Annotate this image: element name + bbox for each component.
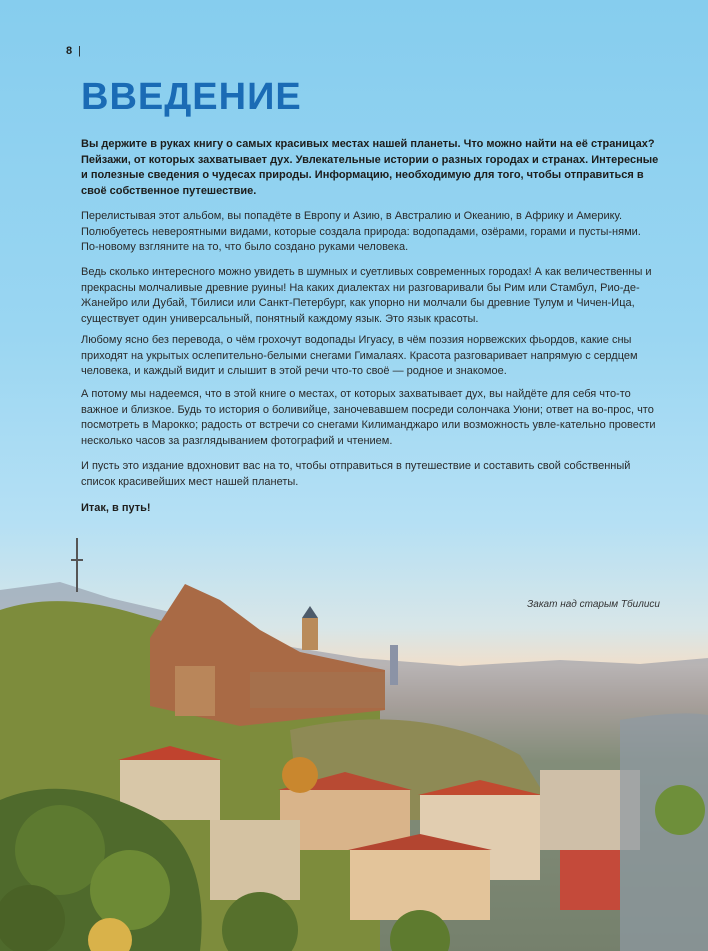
tbilisi-photo (0, 520, 708, 951)
page-number-value: 8 (66, 45, 73, 57)
lead-paragraph: Вы держите в руках книгу о самых красивых местах нашей планеты. Что можно найти на её страницах? Пейзажи, от которых захватывает дух. Увлекательные истории о разных городах и странах. Интересные и полезные сведения о чудесах природы. Информацию, необходимую для того, чтобы отправиться в своё собственное путешествие. (81, 138, 659, 197)
page-number-separator: | (78, 45, 81, 57)
body-paragraph-3: Любому ясно без перевода, о чём грохочут водопады Игуасу, в чём поэзия норвежских фьордов, какие сны приходят на укрытых ослепительно-белыми снегами Гималаях. Красота разговаривает напрямую с сердцем человека, и каждый видит и слышит в этой речи что-то своё — родное и знакомое. (81, 334, 638, 377)
page-title: ВВЕДЕНИЕ (81, 76, 302, 118)
page-number (66, 45, 81, 57)
body-paragraph-2: Ведь сколько интересного можно увидеть в шумных и суетливых современных городах! А как величественны и прекрасны молчаливые древние руины! На каких диалектах ни разговаривали бы Рим или Стамбул, Рио-де-Жанейро или Дубай, Тбилиси или Санкт-Петербург, как упорно ни молчали бы древние Тулум и Чичен-Ица, существует один универсальный, понятный каждому язык. Это язык красоты. (81, 266, 652, 325)
church-tower (302, 618, 318, 650)
closing-line: Итак, в путь! (81, 502, 151, 514)
body-paragraph-1: Перелистывая этот альбом, вы попадёте в Европу и Азию, в Австралию и Океанию, в Африку и Америку. Полюбуетесь невероятными видами, которые создала природа: водопадами, озёрами, горами и пусты-нями. По-новому взгляните на то, что было создано руками человека. (81, 210, 641, 253)
photo-caption: Закат над старым Тбилиси (527, 599, 660, 610)
body-paragraph-4: А потому мы надеемся, что в этой книге о местах, от которых захватывает дух, вы найдёте для себя что-то важное и близкое. Будь то история о боливийце, заночевавшем посреди солончака Уюни; ответ на во-прос, что посмотреть в Марокко; радость от встречи со снегами Килиманджаро или возможность увле-кательно провести несколько часов за разглядыванием фотографий и чтением. (81, 388, 656, 447)
body-paragraph-5: И пусть это издание вдохновит вас на то, чтобы отправиться в путешествие и составить свой собственный список красивейших мест нашей планеты. (81, 460, 631, 488)
